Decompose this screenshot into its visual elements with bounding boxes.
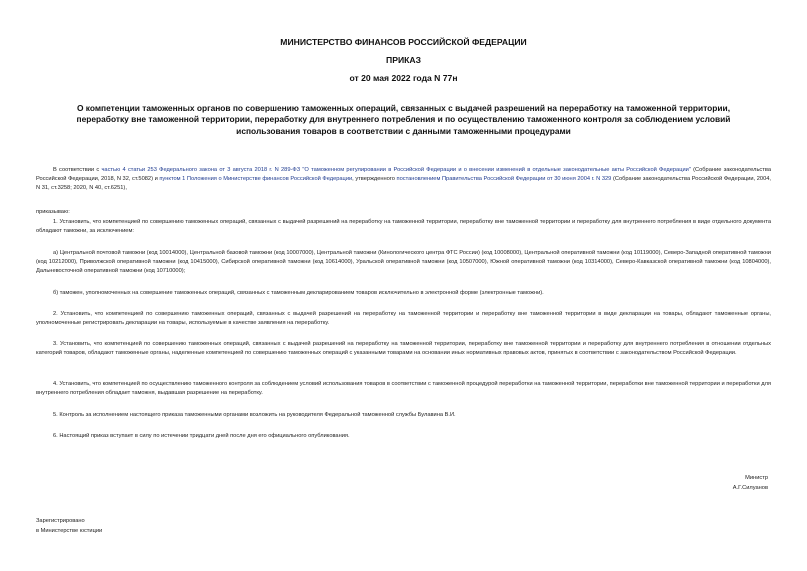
preamble-text: В соответствии с — [53, 167, 102, 173]
paragraph-1a: а) Центральной почтовой таможни (код 10014000), Центральной базовой таможни (код 10007000), Центральной таможни (Кинологического центра ФТС России) (код 10008000), Центральной оперативной таможни (код 10119000), Северо-Западной оперативной таможни (код 10212000), Приволжской оперативной таможни (код 10415000), Сибирской оперативной таможни (код 10614000), Уральской оперативной таможни (код 10507000), Южной оперативной таможни (код 10314000), Северо-Кавказской оперативной таможни (код 10804000), Дальневосточной оперативной таможни (код 10710000); — [36, 250, 771, 274]
registration-line-2: в Министерстве юстиции — [36, 528, 103, 534]
signature-position: Министр — [745, 475, 768, 481]
document-title: О компетенции таможенных органов по совершению таможенных операций, связанных с выдачей разрешений на переработку на таможенной территории, переработку вне таможенной территории, переработку для внутреннего потребления и по осуществлению таможенного контроля за соблюдением условий использования товаров в соответствии с данными таможенными процедурами — [76, 103, 731, 136]
law-link[interactable]: частью 4 статьи 253 Федерального закона от 3 августа 2018 г. N 289-ФЗ "О таможенном регулировании в Российской Федерации и о внесении изменений в отдельные законодательные акты Российской Федерации" — [101, 167, 691, 173]
registration-line-1: Зарегистрировано — [36, 518, 85, 524]
signature-name: А.Г.Силуанов — [732, 485, 768, 491]
regulation-link[interactable]: пунктом 1 Положения о Министерстве финансов Российской Федерации — [159, 175, 353, 182]
resolution-link[interactable]: постановлением Правительства Российской Федерации от 30 июня 2004 г. N 329 — [396, 175, 612, 182]
paragraph-4: 4. Установить, что компетенцией по осуществлению таможенного контроля за соблюдением условий использования товаров в соответствии с таможенной процедурой переработки на таможенной территории, переработки вне таможенной территории и переработки для внутреннего потребления обладает таможня, выдавшая разрешение на переработку. — [36, 381, 771, 396]
document-date-number: от 20 мая 2022 года N 77н — [349, 73, 458, 83]
preamble-text: (Собрание законодательства Российской Федерации, 2004, N 31, ст.3258; 2020, N 40, ст.6251), — [36, 175, 771, 191]
preamble — [36, 166, 771, 192]
order-word: приказываю: — [36, 209, 70, 215]
preamble-text: , утвержденного — [352, 175, 397, 182]
paragraph-5: 5. Контроль за исполнением настоящего приказа таможенными органами возложить на руководителя Федеральной таможенной службы Булавина В.И. — [53, 412, 456, 418]
document-type: ПРИКАЗ — [386, 55, 421, 65]
paragraph-2: 2. Установить, что компетенцией по совершению таможенных операций, связанных с выдачей разрешений на переработку на таможенной территории и переработку вне таможенной территории в виде декларации на товары, обладают таможенные органы, уполномоченные регистрировать декларации на товары, используемые в качестве заявления на переработку. — [36, 311, 771, 326]
preamble-text: (Собрание законодательства Российской Федерации, 2018, N 32, ст.5082) и — [36, 167, 772, 182]
paragraph-1b: б) таможен, уполномоченных на совершение таможенных операций, связанных с таможенным декларированием товаров исключительно в электронной форме (электронные таможни). — [53, 290, 544, 296]
ministry-name: МИНИСТЕРСТВО ФИНАНСОВ РОССИЙСКОЙ ФЕДЕРАЦИИ — [280, 37, 527, 47]
paragraph-6: 6. Настоящий приказ вступает в силу по истечении тридцати дней после дня его официального опубликования. — [53, 433, 350, 439]
paragraph-1: 1. Установить, что компетенцией по совершению таможенных операций, связанных с выдачей разрешений на переработку на таможенной территории, переработку вне таможенной территории и переработку для внутреннего потребления в виде отдельного документа обладают таможни, за исключением: — [36, 219, 771, 234]
paragraph-3: 3. Установить, что компетенцией по совершению таможенных операций, связанных с выдачей разрешений на переработку на таможенной территории, переработку вне таможенной территории и переработку для внутреннего потребления в отношении отдельных категорий товаров, обладают таможенные органы, наделенные компетенцией по совершению таможенных операций с указанными товарами на основании иных нормативных правовых актов, принятых в соответствии с законодательством Российской Федерации. — [36, 341, 771, 356]
